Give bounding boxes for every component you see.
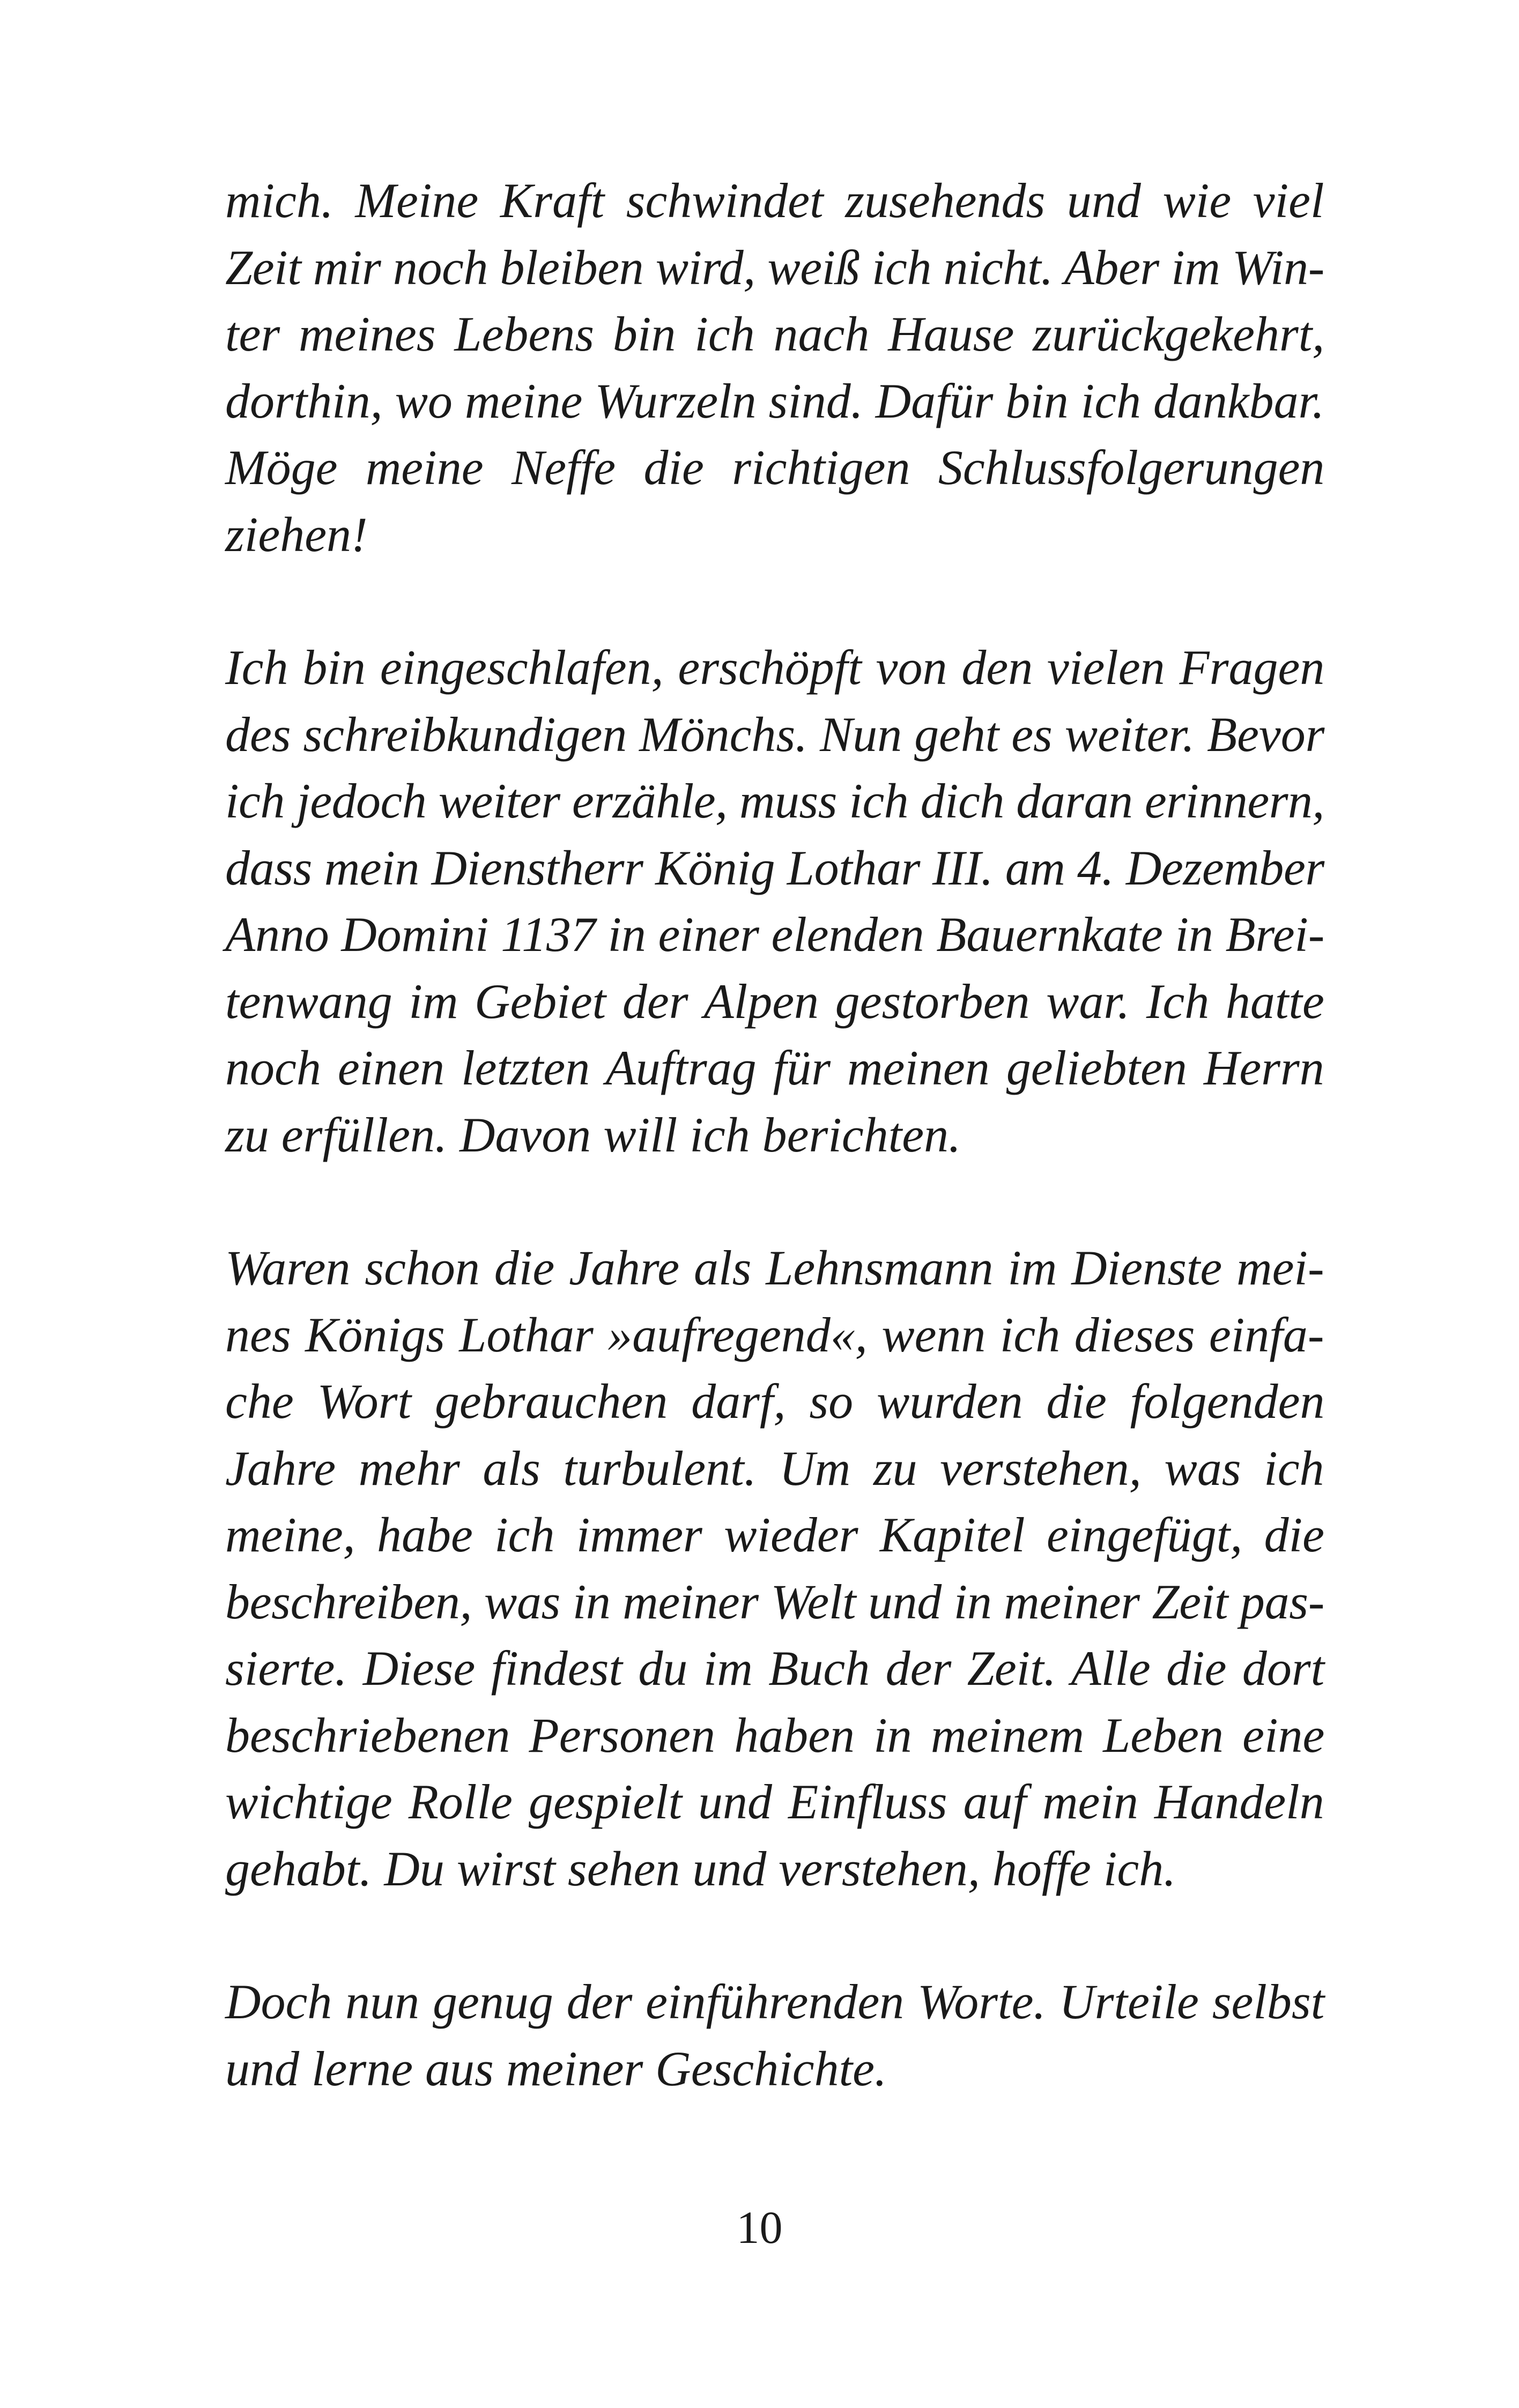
text-line: Möge meine Neffe die richtigen Schlussfolgerungen bbox=[225, 440, 1325, 495]
page-number: 10 bbox=[736, 2202, 783, 2253]
text-line: des schreibkundigen Mönchs. Nun geht es weiter. Bevor bbox=[225, 707, 1325, 762]
text-line: ziehen! bbox=[225, 507, 368, 562]
text-line: ich jedoch weiter erzähle, muss ich dich daran erinnern, bbox=[225, 774, 1324, 828]
text-line: Doch nun genug der einführenden Worte. Urteile selbst bbox=[225, 1974, 1325, 2029]
text-line: dorthin, wo meine Wurzeln sind. Dafür bin ich dankbar. bbox=[225, 373, 1325, 428]
text-line: mich. Meine Kraft schwindet zusehends und wie viel bbox=[225, 173, 1324, 228]
paragraph-spacer bbox=[225, 568, 1324, 634]
text-line: gehabt. Du wirst sehen und verstehen, hoffe ich. bbox=[225, 1841, 1176, 1896]
text-line: dass mein Dienstherr König Lothar III. am 4. Dezember bbox=[225, 840, 1324, 895]
text-line: tenwang im Gebiet der Alpen gestorben war. Ich hatte bbox=[225, 973, 1324, 1029]
text-line: Zeit mir noch bleiben wird, weiß ich nicht. Aber im Win- bbox=[225, 240, 1324, 295]
text-line: Anno Domini 1137 in einer elenden Bauernkate in Brei- bbox=[225, 907, 1325, 962]
text-line: ter meines Lebens bin ich nach Hause zurückgekehrt, bbox=[225, 307, 1325, 361]
text-line: sierte. Diese findest du im Buch der Zeit. Alle die dort bbox=[225, 1641, 1325, 1696]
paragraph-3 bbox=[225, 1235, 1324, 1902]
text-line: zu erfüllen. Davon will ich berichten. bbox=[225, 1107, 961, 1162]
text-line: beschriebenen Personen haben in meinem Leben eine bbox=[225, 1707, 1325, 1763]
text-line: Jahre mehr als turbulent. Um zu verstehen, was ich bbox=[225, 1440, 1324, 1496]
text-line: che Wort gebrauchen darf, so wurden die folgenden bbox=[225, 1374, 1325, 1429]
paragraph-2 bbox=[225, 634, 1324, 1168]
text-line: nes Königs Lothar »aufregend«, wenn ich dieses einfa- bbox=[225, 1307, 1324, 1362]
text-line: noch einen letzten Auftrag für meinen geliebten Herrn bbox=[225, 1041, 1324, 1095]
text-line: Ich bin eingeschlafen, erschöpft von den vielen Fragen bbox=[225, 640, 1325, 695]
text-line: beschreiben, was in meiner Welt und in meiner Zeit pas- bbox=[225, 1574, 1325, 1629]
text-line: meine, habe ich immer wieder Kapitel eingefügt, die bbox=[225, 1507, 1324, 1562]
paragraph-spacer bbox=[225, 1902, 1324, 1968]
paragraph-spacer bbox=[225, 1168, 1324, 1235]
text-line: Waren schon die Jahre als Lehnsmann im Dienste mei- bbox=[225, 1240, 1324, 1295]
body-text bbox=[225, 167, 1324, 2102]
text-line: wichtige Rolle gespielt und Einfluss auf mein Handeln bbox=[225, 1774, 1324, 1829]
paragraph-4 bbox=[225, 1968, 1324, 2102]
text-line: und lerne aus meiner Geschichte. bbox=[225, 2041, 887, 2096]
paragraph-1 bbox=[225, 167, 1324, 568]
